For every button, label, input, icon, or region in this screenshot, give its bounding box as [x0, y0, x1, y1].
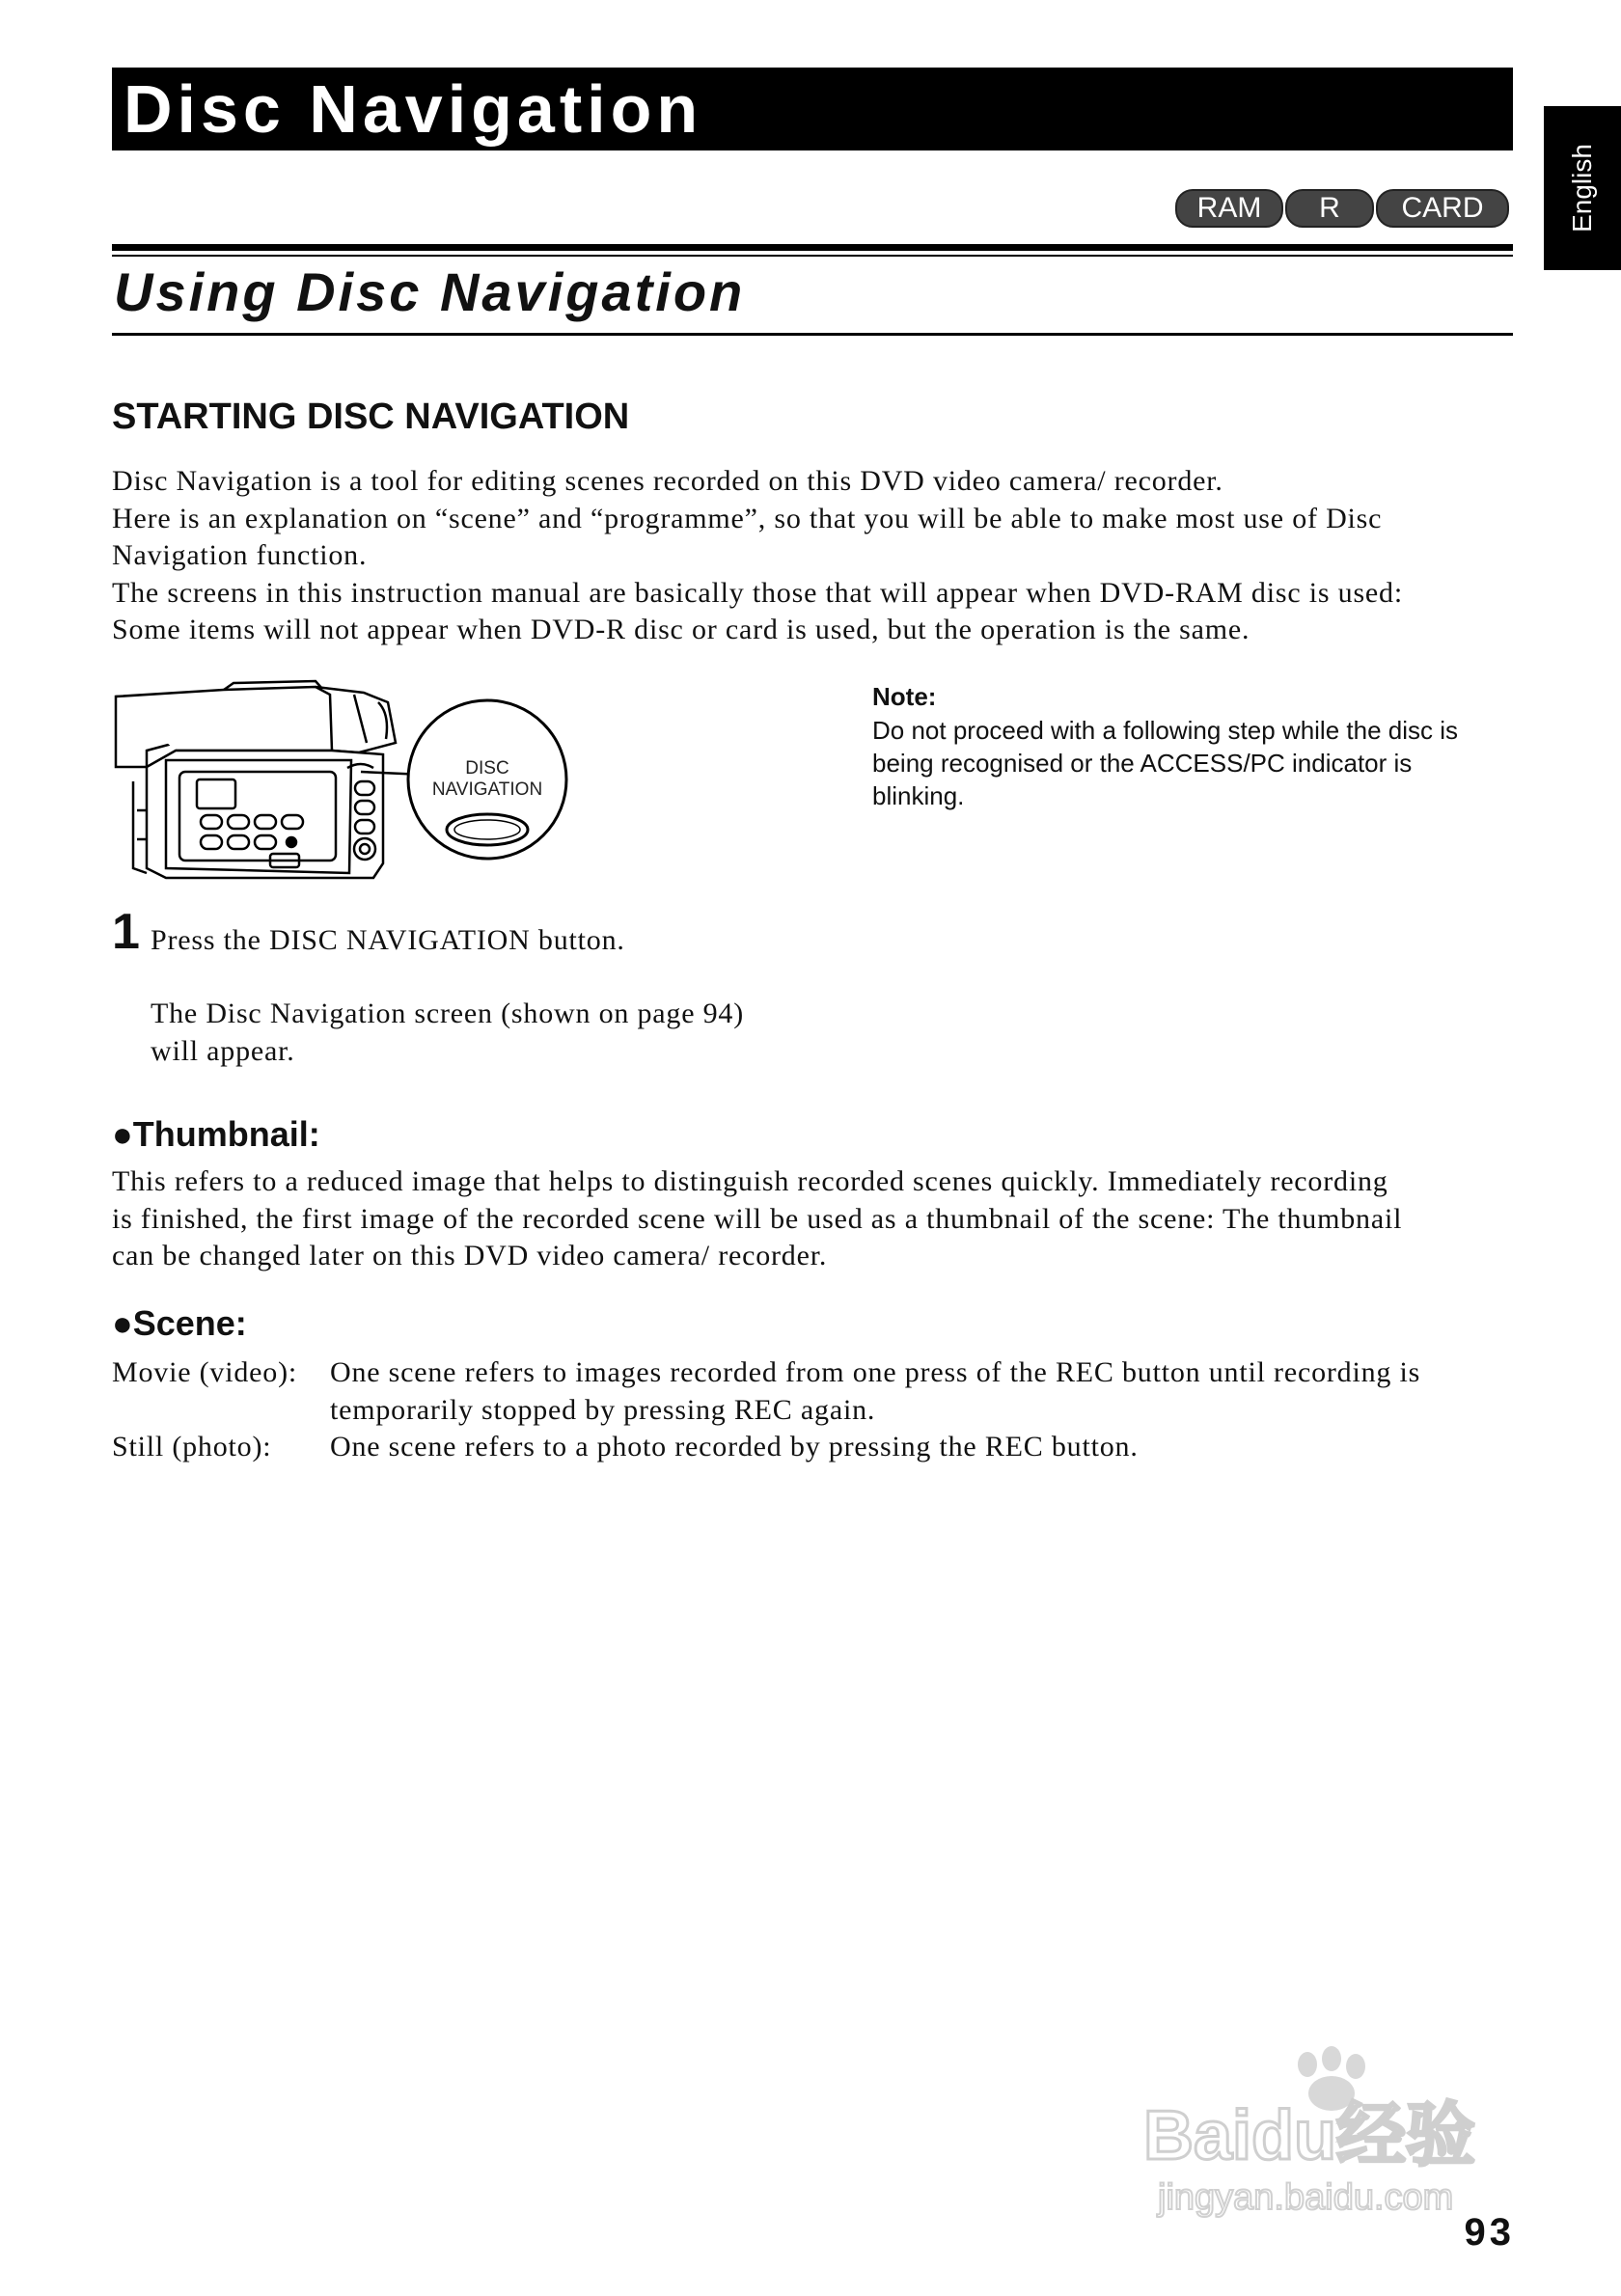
intro-line: Some items will not appear when DVD-R disc or card is used, but the operation is the same.	[112, 614, 1250, 645]
definition-term: Still (photo):	[112, 1431, 272, 1462]
page-number: 93	[1464, 2211, 1515, 2254]
step-result-line: will appear.	[151, 1034, 295, 1067]
section-rule-thin	[112, 255, 1513, 257]
thumbnail-line: can be changed later on this DVD video camera/ recorder.	[112, 1240, 828, 1271]
language-tab-label: English	[1567, 144, 1597, 232]
badge-ram: RAM	[1175, 189, 1283, 228]
section-rule-thick	[112, 244, 1513, 251]
baidu-watermark	[1139, 2045, 1544, 2228]
definition-row-movie	[112, 1354, 1521, 1392]
thumbnail-line: is finished, the first image of the recorded scene will be used as a thumbnail of the scene: The thumbnail	[112, 1202, 1403, 1235]
callout-label-disc: DISC	[465, 758, 509, 779]
scene-definitions	[112, 1354, 1521, 1466]
definition-row-still	[112, 1429, 1521, 1466]
callout-label-navigation: NAVIGATION	[431, 779, 543, 800]
thumbnail-line: This refers to a reduced image that helps to distinguish recorded scenes quickly. Immediately recording	[112, 1165, 1388, 1197]
note-box	[872, 679, 1509, 812]
camera-illustration	[108, 675, 610, 892]
note-line: blinking.	[872, 781, 965, 810]
watermark-url: jingyan.baidu.com	[1158, 2177, 1454, 2218]
section-heading: Using Disc Navigation	[114, 261, 746, 322]
intro-paragraph	[112, 463, 1521, 649]
page-title: Disc Navigation	[124, 71, 703, 147]
intro-line: Navigation function.	[112, 539, 368, 571]
disc-navigation-button-shape	[447, 814, 528, 845]
step-result	[151, 996, 744, 1070]
thumbnail-heading: ●Thumbnail:	[112, 1114, 320, 1154]
note-body	[872, 714, 1509, 812]
definition-desc: temporarily stopped by pressing REC again.	[330, 1393, 876, 1426]
step-number: 1	[112, 904, 140, 960]
note-title: Note:	[872, 682, 937, 711]
definition-desc: One scene refers to a photo recorded by pressing the REC button.	[330, 1431, 1139, 1462]
thumbnail-paragraph	[112, 1163, 1521, 1275]
language-tab	[1544, 106, 1621, 270]
intro-line: Disc Navigation is a tool for editing scenes recorded on this DVD video camera/ recorder.	[112, 465, 1223, 497]
definition-row-movie-cont	[112, 1392, 1521, 1430]
page-title-bar	[112, 68, 1513, 150]
note-line: Do not proceed with a following step while the disc is	[872, 716, 1458, 745]
badge-r: R	[1285, 189, 1374, 228]
step-instruction: Press the DISC NAVIGATION button.	[151, 924, 625, 956]
definition-term: Movie (video):	[112, 1356, 297, 1388]
definition-desc: One scene refers to images recorded from one press of the REC button until recording is	[330, 1356, 1421, 1388]
subheading: STARTING DISC NAVIGATION	[112, 396, 630, 437]
step-result-line: The Disc Navigation screen (shown on page 94)	[151, 998, 744, 1029]
scene-heading: ●Scene:	[112, 1303, 247, 1343]
watermark-text: Baidu经验	[1143, 2097, 1476, 2174]
badge-card: CARD	[1376, 189, 1509, 228]
section-rule-bottom	[112, 333, 1513, 336]
intro-line: Here is an explanation on “scene” and “programme”, so that you will be able to make most use of Disc	[112, 502, 1383, 534]
note-line: being recognised or the ACCESS/PC indicator is	[872, 749, 1413, 778]
intro-line: The screens in this instruction manual are basically those that will appear when DVD-RAM disc is used:	[112, 576, 1403, 609]
